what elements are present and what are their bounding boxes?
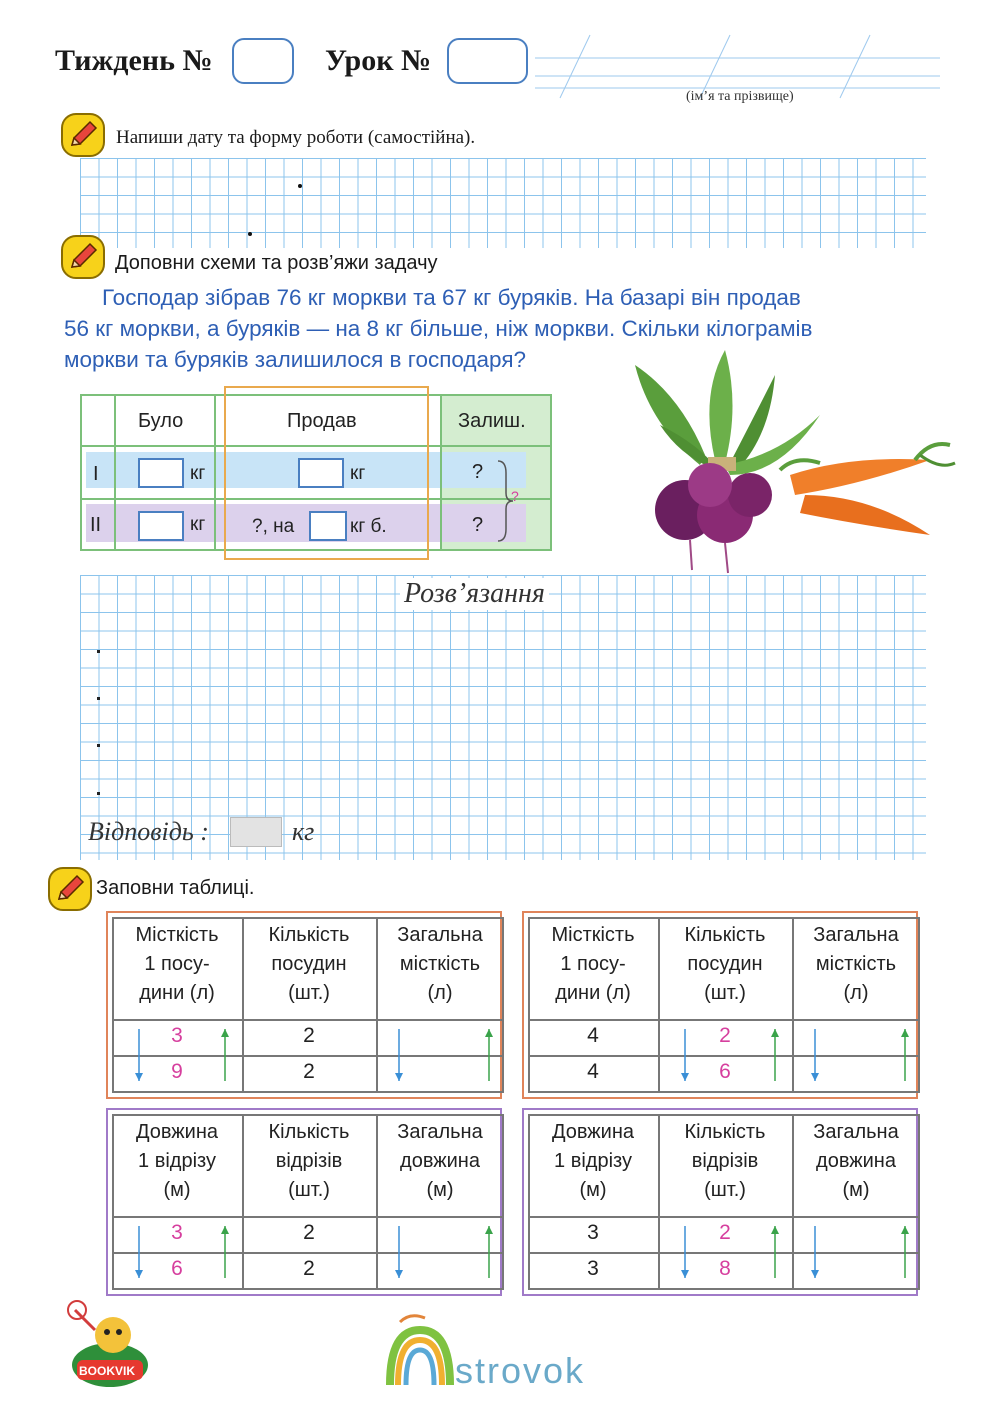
table-divider	[528, 1019, 920, 1021]
down-arrow-icon	[680, 1224, 690, 1280]
table-header-cell: Довжина 1 відрізу (м)	[551, 1121, 634, 1201]
problem-line-2: 56 кг моркви, а буряків — на 8 кг більше, ніж моркви. Скільки кілограмів	[64, 316, 813, 341]
vegetables-illustration	[630, 345, 960, 575]
task2-instruction: Доповни схеми та розв’яжи задачу	[115, 252, 438, 274]
pencil-icon	[47, 866, 93, 912]
problem-line-1: Господар зібрав 76 кг моркви та 67 кг буряків. На базарі він продав	[102, 285, 801, 310]
table-header-cell: Загальна місткість (л)	[397, 924, 483, 1004]
table-header-cell: Кількість посудин (шт.)	[268, 924, 350, 1004]
pencil-icon	[60, 112, 106, 158]
answer-input[interactable]	[230, 817, 282, 847]
up-arrow-icon	[770, 1027, 780, 1083]
table-header-cell: Кількість відрізів (шт.)	[268, 1121, 350, 1201]
row2-difference-input[interactable]	[309, 511, 347, 541]
table-divider	[112, 1019, 504, 1021]
ostrovok-logo-text: strovok	[455, 1350, 586, 1391]
answer-label: Відповідь :	[88, 817, 209, 846]
up-arrow-icon	[900, 1224, 910, 1280]
row1-left-question: ?	[472, 461, 484, 483]
table-header-cell: Кількість відрізів (шт.)	[684, 1121, 766, 1201]
table-value-cell: 8	[719, 1257, 731, 1280]
task3-instruction: Заповни таблиці.	[96, 877, 255, 899]
table-value-cell: 2	[303, 1060, 315, 1083]
brace-question: ?	[511, 488, 519, 504]
week-label: Тиждень №	[55, 44, 213, 77]
scheme-col-was: Було	[138, 410, 184, 432]
down-arrow-icon	[810, 1224, 820, 1280]
table-value-cell: 2	[303, 1221, 315, 1244]
bookvik-logo-text: BOOKVIK	[79, 1364, 136, 1378]
grid-dot	[97, 650, 100, 653]
up-arrow-icon	[484, 1027, 494, 1083]
table-divider	[528, 1216, 920, 1218]
scheme-col-left: Залиш.	[458, 410, 526, 432]
table-value-cell: 6	[171, 1257, 183, 1280]
table-divider	[112, 1216, 504, 1218]
grid-dot	[298, 184, 302, 188]
scheme-col-sold: Продав	[287, 410, 357, 432]
table-header-cell: Місткість 1 посу- дини (л)	[135, 924, 219, 1004]
table-value-cell: 9	[171, 1060, 183, 1083]
table-value-cell: 3	[587, 1221, 599, 1244]
unit-label: кг	[190, 463, 206, 484]
table-value-cell: 6	[719, 1060, 731, 1083]
down-arrow-icon	[134, 1027, 144, 1083]
up-arrow-icon	[220, 1224, 230, 1280]
grid-dot	[97, 697, 100, 700]
table-value-cell: 2	[303, 1024, 315, 1047]
scheme-row1-label: I	[93, 463, 99, 485]
table-value-cell: 2	[719, 1221, 731, 1244]
unit-label: кг	[190, 514, 206, 535]
down-arrow-icon	[394, 1224, 404, 1280]
task1-instruction: Напиши дату та форму роботи (самостійна).	[116, 127, 476, 148]
row2-sold-suffix: кг б.	[350, 516, 387, 537]
table-value-cell: 3	[171, 1221, 183, 1244]
grid-dot	[248, 232, 252, 236]
table-header-cell: Загальна довжина (м)	[813, 1121, 899, 1201]
row2-sold-prefix: ?, на	[252, 516, 295, 537]
table-value-cell: 4	[587, 1060, 599, 1083]
down-arrow-icon	[134, 1224, 144, 1280]
table-header-cell: Місткість 1 посу- дини (л)	[551, 924, 635, 1004]
problem-line-3: моркви та буряків залишилося в господаря?	[64, 347, 527, 372]
pencil-icon	[60, 234, 106, 280]
grid-dot	[97, 792, 100, 795]
row1-sold-input[interactable]	[298, 458, 344, 488]
up-arrow-icon	[484, 1224, 494, 1280]
lesson-label: Урок №	[325, 44, 432, 77]
row2-was-input[interactable]	[138, 511, 184, 541]
lesson-number-input[interactable]	[447, 38, 528, 84]
scheme-row2-label: II	[90, 514, 102, 536]
up-arrow-icon	[900, 1027, 910, 1083]
task1-grid[interactable]	[80, 158, 926, 248]
row2-left-question: ?	[472, 514, 484, 536]
ostrovok-logo-mark	[380, 1310, 460, 1390]
up-arrow-icon	[220, 1027, 230, 1083]
table-header-cell: Кількість посудин (шт.)	[684, 924, 766, 1004]
answer-unit: кг	[292, 817, 315, 846]
down-arrow-icon	[810, 1027, 820, 1083]
row1-was-input[interactable]	[138, 458, 184, 488]
table-header-cell: Загальна місткість (л)	[813, 924, 899, 1004]
table-value-cell: 2	[719, 1024, 731, 1047]
down-arrow-icon	[394, 1027, 404, 1083]
table-value-cell: 2	[303, 1257, 315, 1280]
down-arrow-icon	[680, 1027, 690, 1083]
table-value-cell: 3	[171, 1024, 183, 1047]
unit-label: кг	[350, 463, 366, 484]
table-value-cell: 4	[587, 1024, 599, 1047]
up-arrow-icon	[770, 1224, 780, 1280]
name-caption: (ім’я та прізвище)	[686, 89, 794, 104]
table-header-cell: Довжина 1 відрізу (м)	[135, 1121, 218, 1201]
table-header-cell: Загальна довжина (м)	[397, 1121, 483, 1201]
grid-dot	[97, 744, 100, 747]
solution-title: Розв’язання	[400, 578, 549, 610]
week-number-input[interactable]	[232, 38, 294, 84]
table-value-cell: 3	[587, 1257, 599, 1280]
